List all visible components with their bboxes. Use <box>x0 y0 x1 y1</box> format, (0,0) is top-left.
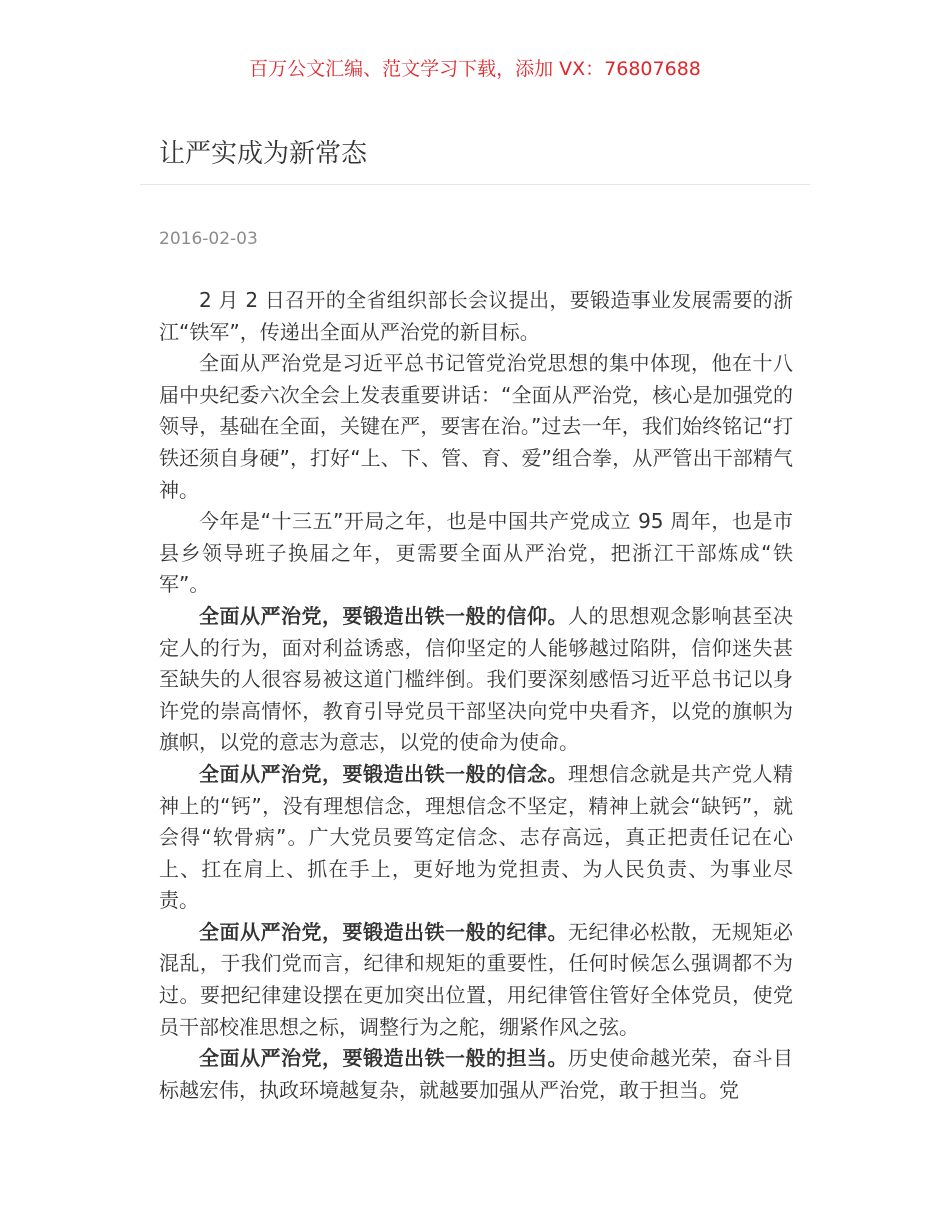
paragraph-text: 无纪律必松散，无规矩必混乱，于我们党而言，纪律和规矩的重要性，任何时候怎么强调都不为过。要把纪律建设摆在更加突出位置，用纪律管住管好全体党员，使党员干部校准思想之标，调整行为之舵，绷紧作风之弦。 <box>159 919 793 1039</box>
paragraph-text: 2 月 2 日召开的全省组织部长会议提出，要锻造事业发展需要的浙江“铁军”，传递出全面从严治党的新目标。 <box>159 288 793 344</box>
promo-banner: 百万公文汇编、范文学习下载，添加 VX：76807688 <box>249 58 701 80</box>
paragraph <box>159 506 793 601</box>
article-body <box>159 285 793 1106</box>
paragraph <box>159 348 793 506</box>
paragraph-text: 全面从严治党是习近平总书记管党治党思想的集中体现，他在十八届中央纪委六次全会上发表重要讲话：“全面从严治党，核心是加强党的领导，基础在全面，关键在严，要害在治。”过去一年，我们始终铭记“打铁还须自身硬”，打好“上、下、管、育、爱”组合拳，从严管出干部精气神。 <box>159 351 793 502</box>
paragraph-text: 历史使命越光荣，奋斗目标越宏伟，执政环境越复杂，就越要加强从严治党，敢于担当。党 <box>159 1046 793 1102</box>
paragraph-lead: 全面从严治党，要锻造出铁一般的信念。 <box>199 761 568 786</box>
paragraph <box>159 601 793 759</box>
paragraph-lead: 全面从严治党，要锻造出铁一般的担当。 <box>199 1046 568 1071</box>
paragraph <box>159 285 793 348</box>
paragraph-text: 人的思想观念影响甚至决定人的行为，面对利益诱惑，信仰坚定的人能够越过陷阱，信仰迷失甚至缺失的人很容易被这道门槛绊倒。我们要深刻感悟习近平总书记以身许党的崇高情怀，教育引导党员干部坚决向党中央看齐，以党的旗帜为旗帜，以党的意志为意志，以党的使命为使命。 <box>159 603 793 755</box>
paragraph <box>159 759 793 917</box>
paragraph-lead: 全面从严治党，要锻造出铁一般的信仰。 <box>199 603 568 628</box>
paragraph <box>159 917 793 1043</box>
paragraph-text: 今年是“十三五”开局之年，也是中国共产党成立 95 周年，也是市县乡领导班子换届之年，更需要全面从严治党，把浙江干部炼成“铁军”。 <box>159 509 793 597</box>
paragraph <box>159 1043 793 1106</box>
title-divider <box>140 184 810 185</box>
paragraph-lead: 全面从严治党，要锻造出铁一般的纪律。 <box>199 919 568 944</box>
paragraph-text: 理想信念就是共产党人精神上的“钙”，没有理想信念，理想信念不坚定，精神上就会“缺钙”，就会得“软骨病”。广大党员要笃定信念、志存高远，真正把责任记在心上、扛在肩上、抓在手上，更好地为党担责、为人民负责、为事业尽责。 <box>159 761 793 913</box>
article-title: 让严实成为新常态 <box>159 139 368 169</box>
publish-date: 2016-02-03 <box>159 229 258 249</box>
